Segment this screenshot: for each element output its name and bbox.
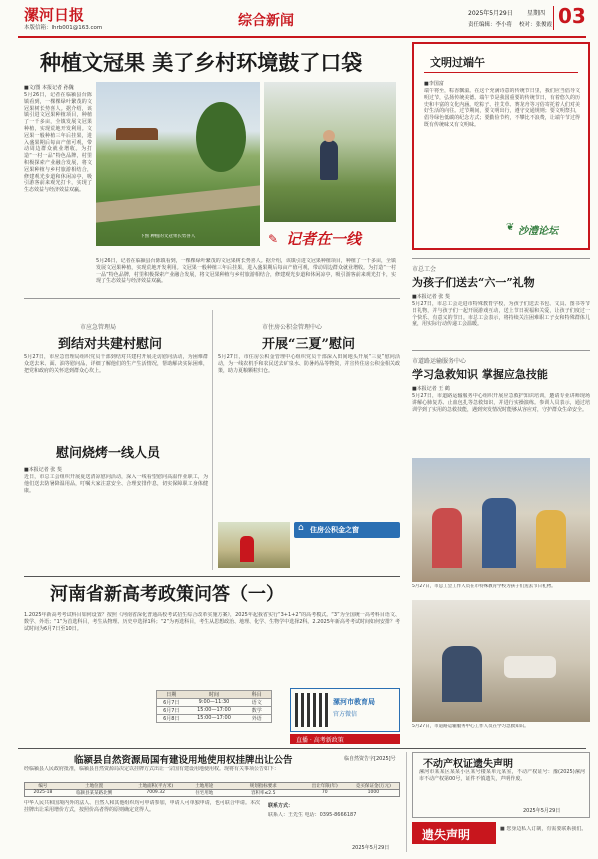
sidebar-author: ■李国富 [424,81,444,87]
housing-banner [294,522,400,538]
traffic-headline: 学习急救知识 掌握应急技能 [412,368,548,381]
housing-banner-label: 住房公积金之窗 [310,526,359,534]
table-cell: 6月8日 [163,716,180,722]
table-cell: 临颍县某某路北侧 [76,791,113,796]
announcement-intro: 经临颍县人民政府批准，临颍县自然资源局决定以挂牌方式出让一宗国有建设用地使用权。现将有关事项公告如下： [24,766,280,772]
housing-body: 5月27日，市住房公积金管理中心组织党员干部深入田间地头开展“三夏”慰问活动，为一线农机手和农民送去矿泉水、防暑药品等物资，并宣传住房公积金相关政策，助力夏粮颗粒归仓。 [218,354,400,374]
exam-table-header-cell: 科目 [251,692,262,698]
section-title: 综合新闻 [238,13,294,29]
lead-body-bottom: 5月26日，记者在临颍县台陈镇看到，一棵棵绿叶繁茂的文冠果树长势喜人。据介绍，该镇引进文冠果种植项目，种植了一千多亩，全镇发展文冠果种植，实现荒地开发利用。文冠果一般种植三年后挂果，进入盛果期后每亩产值可观，带动周边群众就业增收。为打造“一村一品”特色品牌，村里积极探索产业融合发展，将文冠果种植与乡村旅游相结合，修建观光步道和休闲凉亭，吸引游客前来观光打卡，实现了生态效益与经济效益双赢。 [96,258,396,285]
children-byline: ■本报记者 张 斐 [412,294,450,300]
masthead [0,0,598,36]
lead-headline: 种植文冠果 美了乡村环境鼓了口袋 [40,50,363,75]
table-cell: 住宅用地 [195,791,214,796]
announcement-contact-label: 联系方式： [268,803,294,809]
house-icon: ⌂ [298,523,304,533]
petition-body: 5月27日，市应急管理局组织党员干部到结对共建村开展走访慰问活动，为困难群众送去米、面、油等慰问品，详细了解他们的生产生活情况，帮助解决实际困难，把党和政府的关怀送到群众心坎上。 [24,354,208,374]
table-cell: 9:00—11:30 [198,699,230,705]
sidebar-title-rule [424,72,578,73]
table-row [156,715,272,723]
newspaper-logo: 漯河日报 [24,6,85,24]
table-cell: 语文 [251,700,262,706]
table-header-cell: 土地位置 [85,784,104,789]
announcement-doc-no: 临自然资告字[2025]号 [344,756,396,762]
column-tag-label: 记者在一线 [286,230,362,248]
children-kicker: 市总工会 [412,266,437,273]
petition-kicker: 市应急管理局 [80,324,117,331]
exam-rule-top [24,576,400,577]
sidebar-title: 文明过端午 [430,56,485,69]
issue-weekday: 星期四 [527,10,546,17]
table-cell: 数学 [251,708,262,714]
announcement-rule [18,748,586,749]
announcement-title: 临颍县自然资源局国有建设用地使用权挂牌出让公告 [74,755,293,766]
trainee-shape-1 [442,646,482,702]
lost-banner [412,822,496,844]
crowd-shape-1 [432,508,462,568]
lost-box [412,752,590,818]
exam-ad [290,734,400,744]
masthead-divider [553,6,554,30]
table-cell: 1000 [367,790,380,795]
exam-ad-label: 直播 · 高考新政策 [296,737,344,744]
lost-divider [406,752,407,852]
children-photo-caption: 5月27日，市总工会工作人员在市特殊教育学校为孩子们送去节日礼物。 [412,584,556,589]
issue-date: 2025年5月29日 [468,10,513,17]
table-header-cell: 规划指标要求 [249,784,277,789]
trainee-shape-2 [504,656,556,678]
exam-headline: 河南省新高考政策问答（一） [50,584,284,605]
table-row [156,699,272,707]
lead-photo-caption: 下图 种植的文冠果长势喜人 [140,234,196,239]
table-cell: 6月7日 [163,708,180,714]
table-cell: 7009.32 [146,790,165,795]
housing-photo [218,522,290,568]
lead-photo [96,82,260,246]
table-cell: 15:00—17:00 [197,715,231,721]
pen-icon: ✎ [268,232,279,246]
email-line: 本版信箱：lhrb001@163.com [24,25,103,31]
email-address[interactable]: lhrb001@163.com [51,25,103,31]
table-header-cell: 土地用途 [195,784,214,789]
table-cell: 容积率≤2.5 [251,791,276,796]
table-row [156,707,272,715]
lost-note: ■ 您身边私人订制，有需要联系我们。 [500,826,587,832]
children-headline: 为孩子们送去“六一”礼物 [412,276,535,289]
traffic-photo [412,600,590,722]
masthead-rule [18,36,586,38]
lead-body-left: 5月26日，记者在临颍县台陈镇看到，一棵棵绿叶繁茂的文冠果树长势喜人。据介绍，该镇引进文冠果种植项目，种植了一千多亩，全镇发展文冠果种植，实现荒地开发利用。文冠果一般种植三年后挂果，进入盛果期后每亩产值可观，带动周边群众就业增收。为打造“一村一品”特色品牌，村里积极探索产业融合发展，将文冠果种植与乡村旅游相结合，修建观光步道和休闲凉亭，吸引游客前来观光打卡，实现了生态效益与经济效益双赢。 [24,92,92,194]
table-row [24,790,400,797]
sidebar-body: 端午将至，粽香飘溢。在这个充满诗意的传统节日里，我们应当倡导文明过节，弘扬传统美德。端午节是我国重要的传统节日，有着悠久的历史和丰富的文化内涵。吃粽子、挂艾草、赛龙舟等习俗寄托着人们对美好生活的向往。过节期间，要文明出行，遵守交通规则；要文明祭扫，倡导绿色低碳的纪念方式；要勤俭节约，不攀比不浪费，让端午节过得既有传统味又有文明味。 [424,88,580,128]
person-head [323,130,335,142]
right-col-rule-2 [412,350,590,351]
mid-rule-top [24,298,400,299]
lost-title: 不动产权证遗失声明 [423,759,513,770]
table-header-cell: 编号 [38,784,48,789]
announcement-body: 中华人民共和国境内外的法人、自然人和其他组织均可申请参加，申请人可单独申请，也可联合申请。本次挂牌出让采用增价方式，按照价高者得的原则确定竞得人。 [24,800,260,813]
qr-sub: 官方微信 [333,711,358,718]
table-header-cell: 土地面积(平方米) [138,784,174,789]
lost-banner-label: 遗失声明 [422,828,471,842]
exam-table-header-cell: 时间 [208,692,219,698]
table-cell: 15:00—17:00 [197,707,231,713]
exam-table [156,690,272,723]
sidebar-box [412,42,590,250]
housing-headline: 开展“三夏”慰问 [262,337,355,352]
announcement-date: 2025年5月29日 [352,845,390,851]
traffic-photo-caption: 5月27日，市道路运输服务中心工作人员在学习急救知识。 [412,724,529,729]
qr-label: 漯河市教育局 [333,698,375,706]
petition-sub-byline: ■本报记者 张 斐 [24,467,62,473]
lead-photo-right [264,82,396,222]
crowd-shape-2 [482,498,516,568]
lost-date: 2025年5月29日 [523,808,561,814]
tree-shape [196,102,246,172]
announcement-table [24,782,400,797]
table-cell: 70 [321,790,328,795]
table-cell: 外语 [251,716,262,722]
column-tag [262,226,398,252]
proof-credit: 校对：张俊霞 [519,22,553,28]
person-shape [320,140,338,180]
exam-table-header-cell: 日期 [166,692,177,698]
children-body: 5月27日，市总工会走进市特殊教育学校，为孩子们送去书包、文具、图书等节日礼物，并与孩子们一起开展游戏互动，送上节日祝福和关爱，让孩子们度过一个快乐、有意义的节日。市总工会表示，将持续关注困难职工子女和特殊群体儿童，用实际行动传递工会温暖。 [412,301,590,328]
editor-credit: 责任编辑：李小将 [468,22,513,28]
petition-sub-headline: 慰问烧烤一线人员 [56,446,161,461]
children-photo [412,458,590,582]
worker-shape [240,536,254,562]
qr-block [290,688,400,732]
right-col-rule-1 [412,258,590,259]
table-header-cell: 竞买保证金(万元) [355,784,391,789]
page-number: 03 [558,4,586,28]
lead-byline: ■文/图 本报记者 孙魏 [24,85,74,91]
table-header-cell: 出让年限(年) [311,784,338,789]
leaf-icon: ❦ [506,222,515,233]
traffic-byline: ■本报记者 王 鹤 [412,386,450,392]
crowd-shape-3 [536,510,566,568]
announcement-contact: 联系人：王先生 电话：0395-8666187 [268,812,357,818]
mid-divider [212,310,213,570]
table-cell: 6月7日 [163,700,180,706]
exam-table-header [156,690,272,699]
traffic-kicker: 市道路运输服务中心 [412,358,467,365]
lost-body: 漯河市某某区某某小区某号楼某单元某室，不动产权证号：豫(2025)漯河市不动产权第00号，证件不慎遗失，声明作废。 [419,769,585,782]
traffic-body: 5月27日，市道路运输服务中心组织开展应急救护知识培训，邀请专业讲师现场讲解心肺复苏、止血包扎等急救知识，并进行实操演练。参训人员表示，通过培训学到了实用的急救技能，遇到突发情况时能够从容应对，守护群众生命安全。 [412,393,590,413]
qr-code[interactable] [295,693,329,727]
petition-sub-body: 近日，市总工会组织开展夏送清凉慰问活动，深入一线看望慰问高温作业职工，为他们送去防暑降温用品，叮嘱大家注意安全、合理安排作息，切实保障职工身体健康。 [24,474,208,494]
path-shape [96,185,260,222]
table-cell: 2025-18 [33,790,53,795]
announcement-table-header [24,782,400,790]
housing-kicker: 市住房公积金管理中心 [262,324,323,331]
petition-headline: 到结对共建村慰问 [58,337,163,352]
exam-body: 1.2025年新高考考试科目如何设置？按照《河南省深化普通高校考试招生综合改革实施方案》，2025年起我省实行“3+1+2”的高考模式。“3”为全国统一高考科目语文、数学、外语；“1”为首选科目，考生从物理、历史中选择1科；“2”为再选科目，考生从思想政治、地理、化学、生物学中选择2科。2.2025年新高考考试时间如何安排？考试时间为6月7日至10日。 [24,612,400,632]
sidebar-tag: 沙澧论坛 [518,226,558,237]
pavilion-shape [116,128,158,140]
